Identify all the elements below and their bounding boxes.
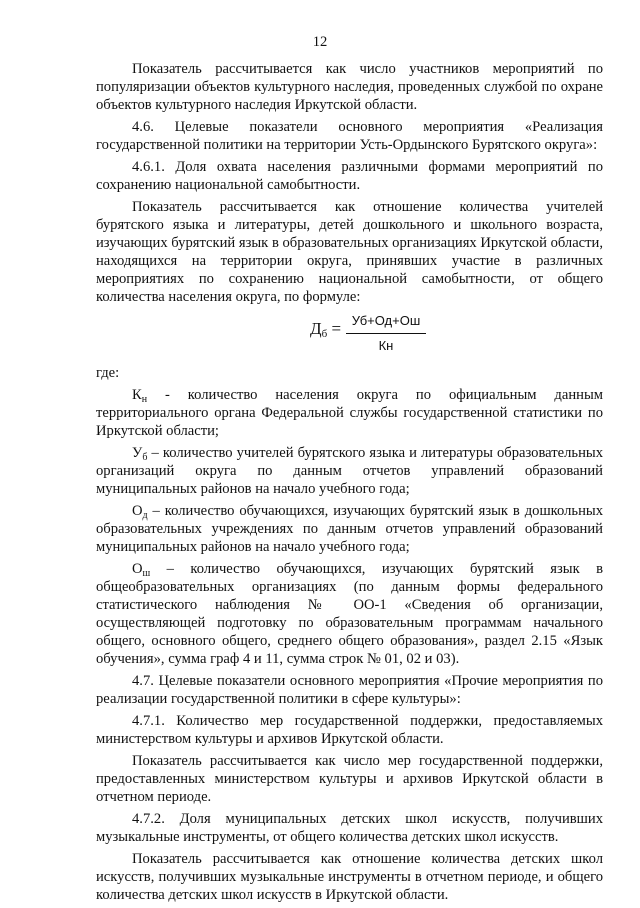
where-label: где: [96, 365, 120, 381]
formula-numerator: Уб+Од+Ош [346, 312, 426, 334]
definition-ub: $У_б$ – количество учителей бурятского языка и литературы образовательных организаций округа по данным отчетов управлений образований муниципальных районов на начало учебного года; [96, 445, 603, 497]
page-number: 12 [312, 34, 328, 50]
paragraph: Показатель рассчитывается как отношение количества детских школ искусств, получивших музыкальные инструменты в отчетном периоде, и общего количества детских школ искусств в Иркутской области. [96, 851, 603, 903]
paragraph: Показатель рассчитывается как число участников мероприятий по популяризации объектов культурного наследия, проведенных службой по охране объектов культурного наследия Иркутской области. [96, 61, 603, 113]
definition-osh: $О_ш$ – количество обучающихся, изучающих бурятский язык в общеобразовательных организациях (по данным формы федерального статистического наблюдения № ОО-1 «Сведения об организации, осуществляющей подготовку по образовательным программам начального общего, основного общего, среднего общего образования», раздел 2.15 «Язык обучения», сумма граф 4 и 11, сумма строк № 01, 02 и 03). [96, 561, 603, 667]
section-heading-4-6: 4.6. Целевые показатели основного мероприятия «Реализация государственной политики на территории Усть-Ордынского Бурятского округа»: [96, 119, 603, 153]
formula-lhs: $Д_б$ = [310, 319, 342, 340]
formula-fraction [346, 312, 426, 355]
definition-kn: $К_н$ - количество населения округа по официальным данным территориального органа Федеральной службы государственной статистики по Иркутской области; [96, 387, 603, 439]
paragraph: Показатель рассчитывается как число мер государственной поддержки, предоставленных министерством культуры и архивов Иркутской области в отчетном периоде. [96, 753, 603, 805]
formula-denominator: Кн [378, 338, 394, 353]
formula [96, 310, 603, 358]
paragraph: Показатель рассчитывается как отношение количества учителей бурятского языка и литературы, детей дошкольного и школьного возраста, изучающих бурятский язык в образовательных организациях Иркутской области, находящихся на территории округа, принявших участие в различных мероприятиях по сохранению национальной самобытности, от общего количества населения округа, по формуле: [96, 199, 603, 305]
definition-od: $О_д$ – количество обучающихся, изучающих бурятский язык в дошкольных образовательных учреждениях по данным отчетов управлений образований муниципальных районов на начало учебного года; [96, 503, 603, 555]
subsection-heading-4-6-1: 4.6.1. Доля охвата населения различными формами мероприятий по сохранению национальной самобытности. [96, 159, 603, 193]
subsection-heading-4-7-2: 4.7.2. Доля муниципальных детских школ искусств, получивших музыкальные инструменты, от общего количества детских школ искусств. [96, 811, 603, 845]
subsection-heading-4-7-1: 4.7.1. Количество мер государственной поддержки, предоставляемых министерством культуры и архивов Иркутской области. [96, 713, 603, 747]
document-body [96, 60, 603, 908]
section-heading-4-7: 4.7. Целевые показатели основного мероприятия «Прочие мероприятия по реализации государственной политики в сфере культуры»: [96, 673, 603, 707]
